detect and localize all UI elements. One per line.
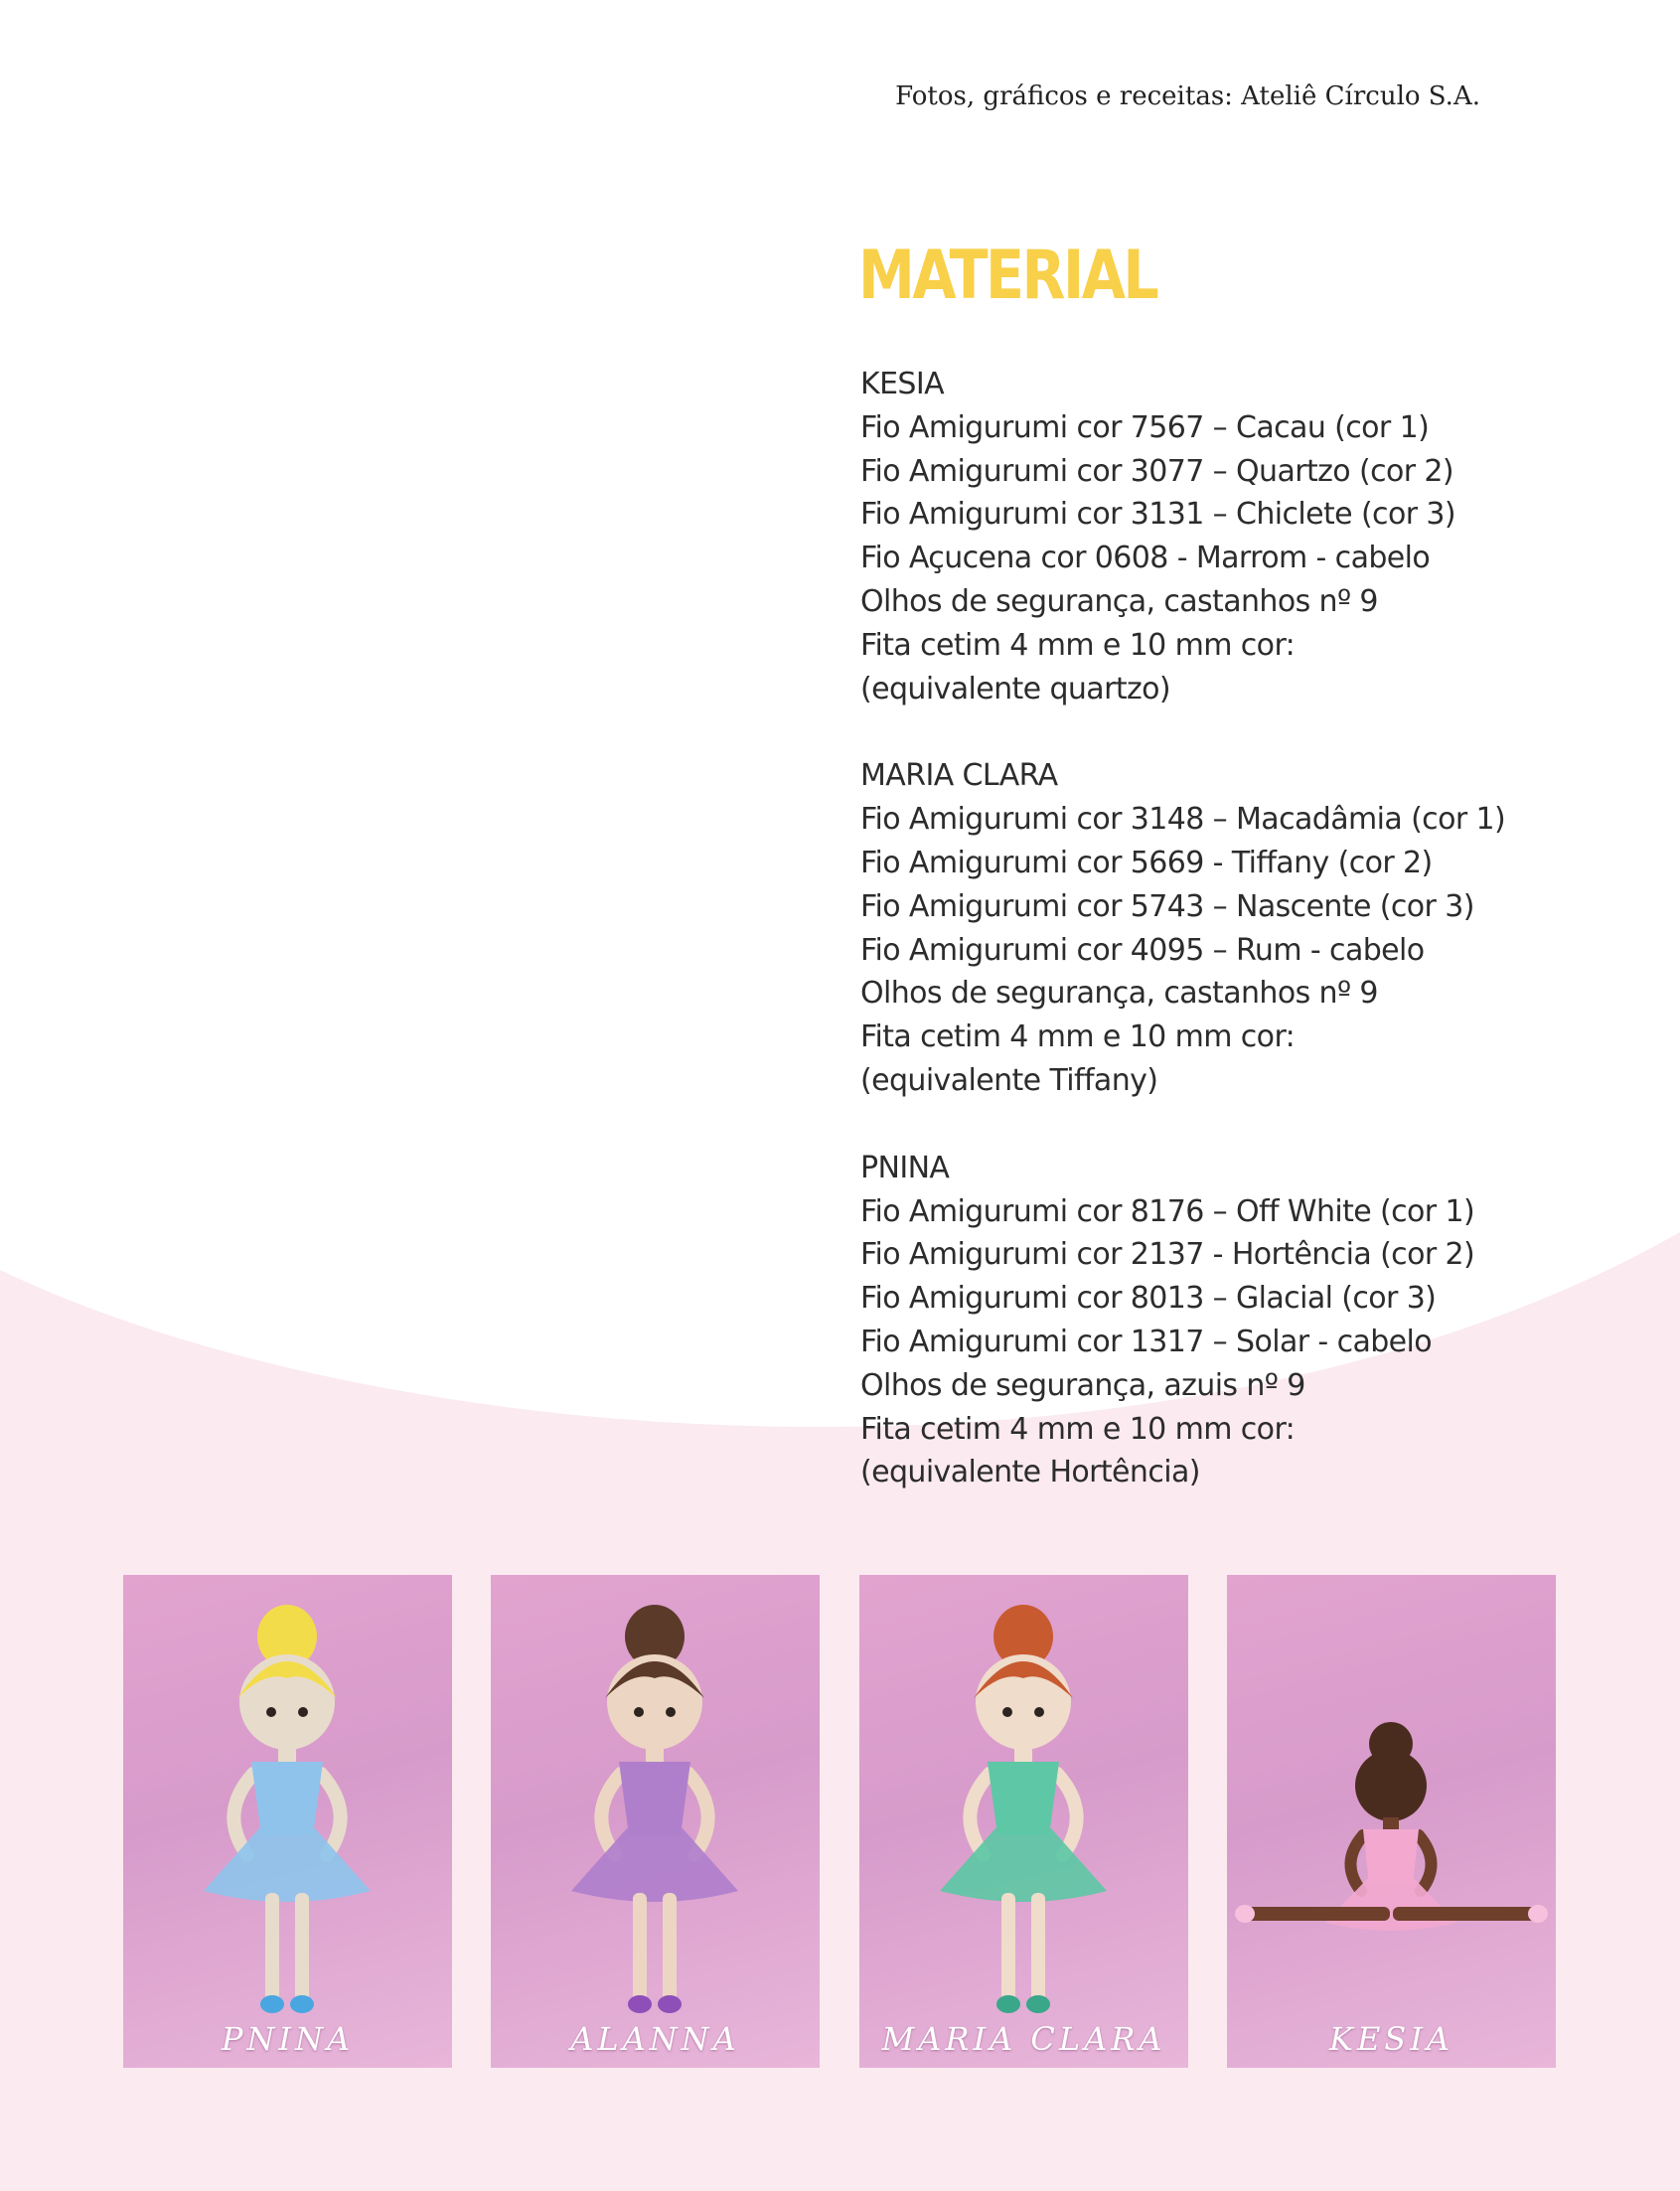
material-line: Fita cetim 4 mm e 10 mm cor: bbox=[860, 627, 1296, 663]
photo-caption: MARIA CLARA bbox=[881, 2020, 1166, 2058]
doll-skirt bbox=[204, 1828, 371, 1902]
doll-skirt bbox=[940, 1828, 1107, 1902]
doll-skirt bbox=[1325, 1879, 1456, 1931]
doll-illustration bbox=[859, 1575, 1188, 2068]
doll-name: PNINA bbox=[860, 1150, 950, 1185]
doll-illustration bbox=[1227, 1575, 1556, 2068]
photo-maria-clara bbox=[859, 1575, 1188, 2068]
doll-arm bbox=[1350, 1835, 1363, 1891]
doll-leg bbox=[1001, 1893, 1015, 2002]
doll-leg bbox=[295, 1893, 309, 2002]
doll-illustration bbox=[123, 1575, 452, 2068]
material-line: Olhos de segurança, azuis nº 9 bbox=[860, 1367, 1305, 1403]
material-heading: MATERIAL bbox=[858, 236, 1157, 315]
doll-arm bbox=[1419, 1835, 1432, 1891]
doll-bodice bbox=[1363, 1829, 1419, 1885]
doll-leg bbox=[1031, 1893, 1045, 2002]
doll-eye bbox=[298, 1707, 308, 1717]
material-line: Fio Amigurumi cor 8013 – Glacial (cor 3) bbox=[860, 1281, 1437, 1317]
material-line: Fio Amigurumi cor 2137 - Hortência (cor 2) bbox=[860, 1237, 1475, 1273]
material-line: Fio Amigurumi cor 3148 – Macadâmia (cor 1) bbox=[860, 802, 1506, 838]
material-line: Fita cetim 4 mm e 10 mm cor: bbox=[860, 1411, 1296, 1447]
material-block-maria-clara bbox=[860, 754, 1615, 1102]
material-line: Fio Amigurumi cor 3077 – Quartzo (cor 2) bbox=[860, 453, 1453, 489]
doll-shoe bbox=[290, 1995, 314, 2013]
material-block-pnina bbox=[860, 1147, 1615, 1494]
doll-neck bbox=[1383, 1817, 1399, 1831]
doll-bodice bbox=[619, 1762, 690, 1835]
material-line: Olhos de segurança, castanhos nº 9 bbox=[860, 583, 1378, 619]
doll-shoe bbox=[628, 1995, 652, 2013]
doll-name: KESIA bbox=[860, 367, 945, 401]
doll-eye bbox=[1034, 1707, 1044, 1717]
doll-shoe bbox=[658, 1995, 682, 2013]
material-line: (equivalente Tiffany) bbox=[860, 1062, 1158, 1098]
doll-shoe bbox=[996, 1995, 1020, 2013]
doll-eye bbox=[1002, 1707, 1012, 1717]
doll-leg bbox=[265, 1893, 279, 2002]
material-line: (equivalente Hortência) bbox=[860, 1455, 1200, 1490]
doll-leg bbox=[1393, 1907, 1542, 1921]
doll-shoe bbox=[1026, 1995, 1050, 2013]
doll-name: MARIA CLARA bbox=[860, 758, 1058, 794]
doll-head bbox=[1355, 1750, 1427, 1821]
doll-leg bbox=[1241, 1907, 1390, 1921]
doll-leg bbox=[633, 1893, 647, 2002]
doll-illustration bbox=[491, 1575, 820, 2068]
photo-alanna bbox=[491, 1575, 820, 2068]
material-line: Fio Amigurumi cor 3131 – Chiclete (cor 3) bbox=[860, 497, 1455, 533]
material-line: Fio Amigurumi cor 8176 – Off White (cor 1) bbox=[860, 1193, 1475, 1229]
photo-pnina bbox=[123, 1575, 452, 2068]
material-line: Fio Amigurumi cor 5743 – Nascente (cor 3) bbox=[860, 888, 1474, 924]
photo-caption: ALANNA bbox=[570, 2020, 740, 2058]
doll-neck bbox=[1014, 1746, 1032, 1762]
material-line: Fio Amigurumi cor 7567 – Cacau (cor 1) bbox=[860, 409, 1430, 445]
material-line: Olhos de segurança, castanhos nº 9 bbox=[860, 976, 1378, 1012]
photo-credit: Fotos, gráficos e receitas: Ateliê Círculo S.A. bbox=[895, 81, 1480, 111]
material-line: Fio Açucena cor 0608 - Marrom - cabelo bbox=[860, 541, 1431, 576]
photo-caption: KESIA bbox=[1329, 2020, 1453, 2058]
doll-skirt bbox=[571, 1828, 738, 1902]
material-line: Fita cetim 4 mm e 10 mm cor: bbox=[860, 1019, 1296, 1055]
photo-kesia bbox=[1227, 1575, 1556, 2068]
materials-list bbox=[860, 363, 1615, 1538]
doll-bodice bbox=[251, 1762, 323, 1835]
doll-shoe bbox=[1235, 1905, 1255, 1923]
doll-photo-row bbox=[123, 1575, 1556, 2068]
doll-eye bbox=[266, 1707, 276, 1717]
doll-neck bbox=[646, 1746, 664, 1762]
doll-eye bbox=[666, 1707, 676, 1717]
doll-neck bbox=[278, 1746, 296, 1762]
doll-bodice bbox=[988, 1762, 1059, 1835]
material-line: Fio Amigurumi cor 1317 – Solar - cabelo bbox=[860, 1324, 1433, 1359]
material-line: Fio Amigurumi cor 4095 – Rum - cabelo bbox=[860, 932, 1425, 968]
photo-caption: PNINA bbox=[221, 2020, 355, 2058]
material-line: Fio Amigurumi cor 5669 - Tiffany (cor 2) bbox=[860, 845, 1433, 880]
doll-leg bbox=[663, 1893, 677, 2002]
doll-shoe bbox=[260, 1995, 284, 2013]
material-block-kesia bbox=[860, 363, 1615, 710]
material-line: (equivalente quartzo) bbox=[860, 671, 1170, 706]
doll-shoe bbox=[1528, 1905, 1548, 1923]
doll-eye bbox=[634, 1707, 644, 1717]
